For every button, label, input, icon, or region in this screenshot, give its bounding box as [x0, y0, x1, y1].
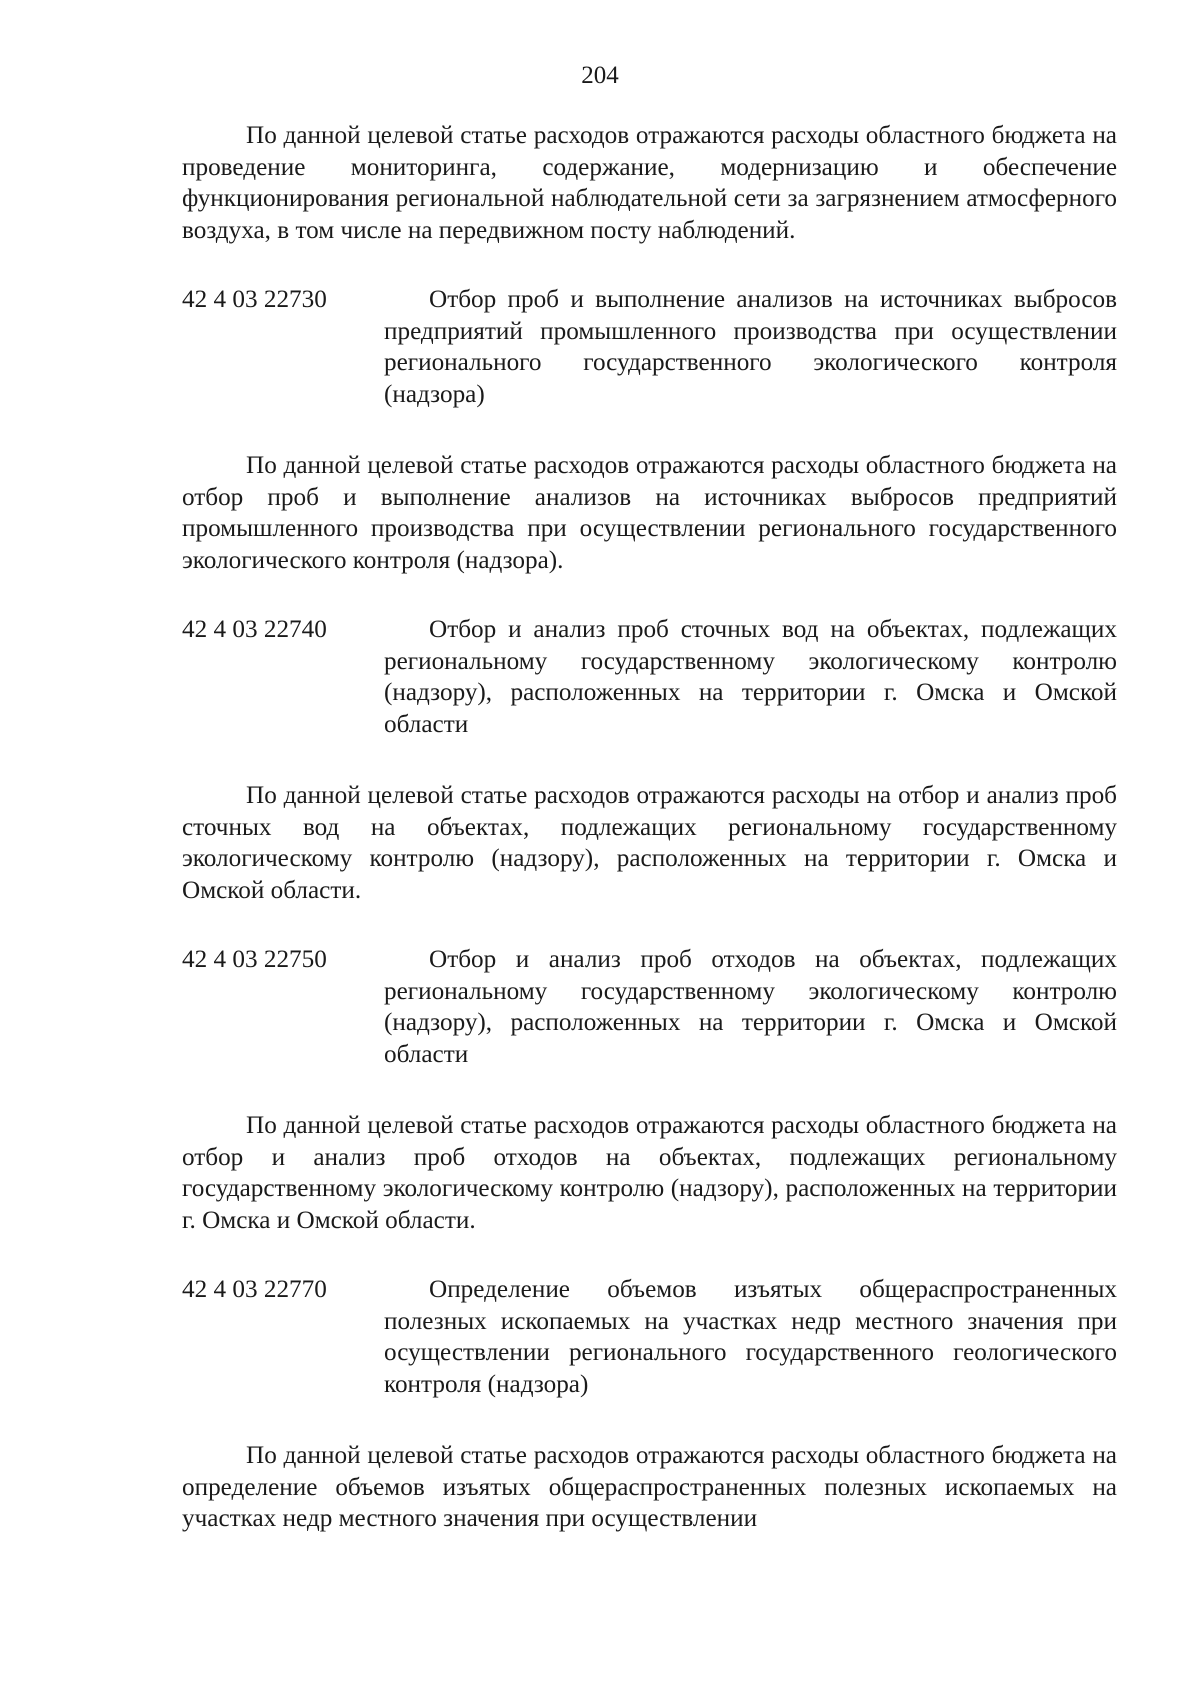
entry-description: По данной целевой статье расходов отражаются расходы областного бюджета на отбор проб и выполнение анализов на источниках выбросов предприятий промышленного производства при осуществлении регионального государственного экологического контроля (надзора).	[182, 452, 1117, 574]
entry-code: 42 4 03 22770	[182, 1276, 327, 1303]
budget-entry	[182, 284, 1117, 410]
entry-description: По данной целевой статье расходов отражаются расходы областного бюджета на отбор и анализ проб отходов на объектах, подлежащих региональному государственному экологическому контролю (надзору), расположенных на территории г. Омска и Омской области.	[182, 1112, 1117, 1234]
document-body	[182, 120, 1117, 1535]
budget-entry	[182, 944, 1117, 1070]
entry-description: По данной целевой статье расходов отражаются расходы областного бюджета на определение объемов изъятых общераспространенных полезных ископаемых на участках недр местного значения при осуществлении	[182, 1442, 1117, 1532]
entry-title: Отбор и анализ проб отходов на объектах, подлежащих региональному государственному экологическому контролю (надзору), расположенных на территории г. Омска и Омской области	[384, 946, 1117, 1068]
entry-description: По данной целевой статье расходов отражаются расходы на отбор и анализ проб сточных вод на объектах, подлежащих региональному государственному экологическому контролю (надзору), расположенных на территории г. Омска и Омской области.	[182, 782, 1117, 904]
entry-code: 42 4 03 22750	[182, 946, 327, 973]
budget-entry	[182, 614, 1117, 740]
intro-paragraph: По данной целевой статье расходов отражаются расходы областного бюджета на проведение мониторинга, содержание, модернизацию и обеспечение функционирования региональной наблюдательной сети за загрязнением атмосферного воздуха, в том числе на передвижном посту наблюдений.	[182, 122, 1117, 244]
entry-code: 42 4 03 22730	[182, 286, 327, 313]
entry-code: 42 4 03 22740	[182, 616, 327, 643]
entry-title: Определение объемов изъятых общераспространенных полезных ископаемых на участках недр местного значения при осуществлении регионального государственного геологического контроля (надзора)	[384, 1276, 1117, 1398]
entry-title: Отбор проб и выполнение анализов на источниках выбросов предприятий промышленного производства при осуществлении регионального государственного экологического контроля (надзора)	[384, 286, 1117, 408]
page-number: 204	[581, 62, 619, 89]
budget-entry	[182, 1274, 1117, 1400]
entry-title: Отбор и анализ проб сточных вод на объектах, подлежащих региональному государственному экологическому контролю (надзору), расположенных на территории г. Омска и Омской области	[384, 616, 1117, 738]
